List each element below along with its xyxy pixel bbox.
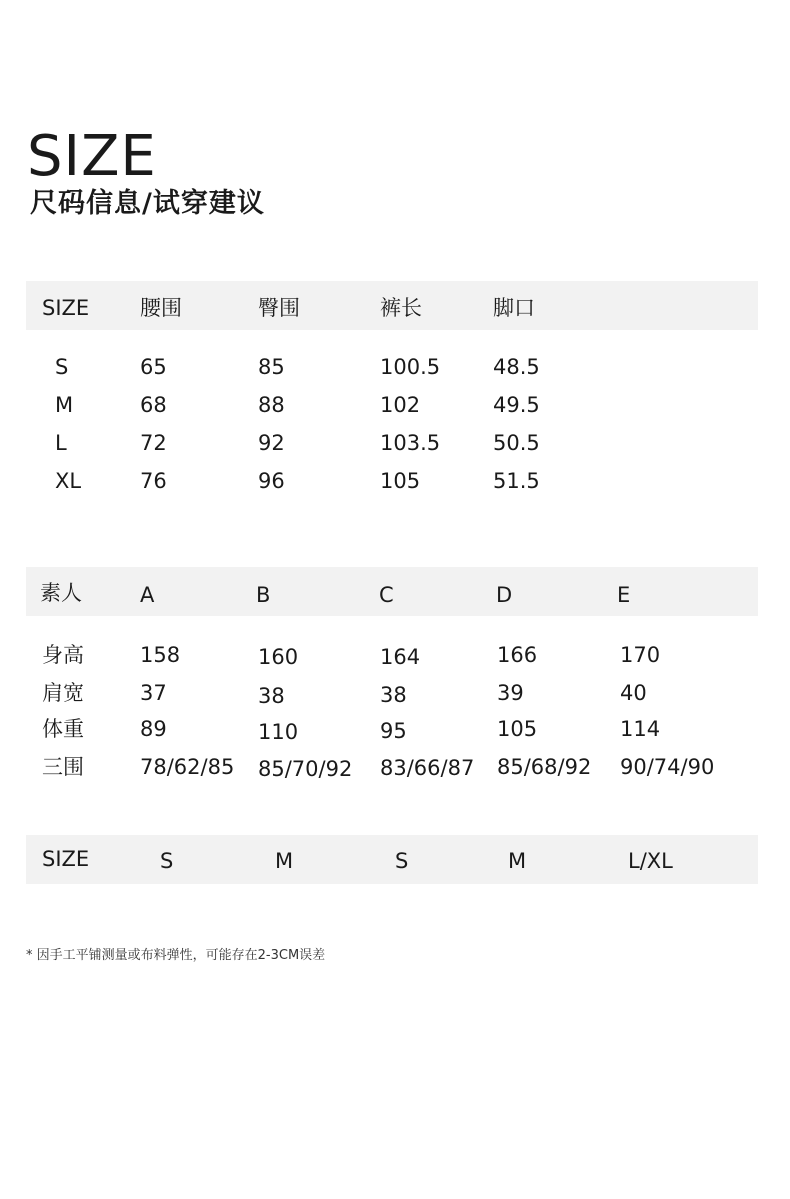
size-table-cell: 49.5 — [493, 393, 540, 417]
model-table-cell: 身高 — [42, 643, 84, 667]
model-table-cell: 85/70/92 — [258, 757, 353, 781]
fit-row-cell: S — [395, 849, 409, 873]
fit-row-cell: L/XL — [628, 849, 673, 873]
model-table-cell: 89 — [140, 717, 167, 741]
model-table-cell: 39 — [497, 681, 524, 705]
size-table-cell: 105 — [380, 469, 421, 493]
size-table-cell: M — [55, 393, 74, 417]
model-table-cell: 90/74/90 — [620, 755, 715, 779]
size-table-cell: 65 — [140, 355, 167, 379]
model-table-cell: 38 — [258, 684, 285, 708]
model-table-cell: 体重 — [42, 717, 84, 741]
model-table-header: A — [140, 583, 155, 607]
size-table-cell: 85 — [258, 355, 285, 379]
model-table-cell: 166 — [497, 643, 538, 667]
size-table-cell: XL — [55, 469, 82, 493]
size-table-header: 臀围 — [258, 296, 300, 320]
model-table-header: D — [496, 583, 513, 607]
model-table-cell: 三围 — [42, 755, 84, 779]
size-table-cell: 50.5 — [493, 431, 540, 455]
model-table-header: 素人 — [40, 581, 82, 605]
size-table-cell: 72 — [140, 431, 167, 455]
size-table-header: 腰围 — [140, 296, 182, 320]
size-table-cell: L — [55, 431, 67, 455]
model-table-header: C — [379, 583, 394, 607]
size-table-cell: 51.5 — [493, 469, 540, 493]
footnote: * 因手工平铺测量或布料弹性，可能存在2-3CM误差 — [26, 948, 326, 963]
model-table-cell: 114 — [620, 717, 661, 741]
model-table-cell: 38 — [380, 683, 407, 707]
model-table-cell: 160 — [258, 645, 299, 669]
fit-row-cell: M — [275, 849, 294, 873]
size-table-cell: 96 — [258, 469, 285, 493]
model-table-cell: 105 — [497, 717, 538, 741]
size-table-cell: 88 — [258, 393, 285, 417]
fit-row-label: SIZE — [42, 847, 90, 871]
model-table-cell: 95 — [380, 719, 407, 743]
size-table-cell: 100.5 — [380, 355, 441, 379]
size-table-cell: 48.5 — [493, 355, 540, 379]
size-table-header: SIZE — [42, 296, 90, 320]
model-table-header: B — [256, 583, 271, 607]
model-table-cell: 170 — [620, 643, 661, 667]
model-table-cell: 78/62/85 — [140, 755, 235, 779]
model-table-header: E — [617, 583, 631, 607]
model-table-cell: 40 — [620, 681, 647, 705]
page-subtitle: 尺码信息/试穿建议 — [30, 188, 265, 219]
size-table-cell: 76 — [140, 469, 167, 493]
size-table-cell: 103.5 — [380, 431, 441, 455]
size-table-cell: 92 — [258, 431, 285, 455]
model-table-cell: 110 — [258, 720, 299, 744]
page-title: SIZE — [27, 124, 157, 189]
size-table-header: 脚口 — [493, 296, 535, 320]
model-table-cell: 164 — [380, 645, 421, 669]
size-table-cell: S — [55, 355, 69, 379]
model-table-cell: 肩宽 — [42, 681, 84, 705]
fit-row-cell: M — [508, 849, 527, 873]
model-table-cell: 83/66/87 — [380, 756, 475, 780]
model-table-cell: 158 — [140, 643, 181, 667]
size-table-cell: 102 — [380, 393, 421, 417]
size-table-header: 裤长 — [380, 296, 422, 320]
size-table-cell: 68 — [140, 393, 167, 417]
fit-row-cell: S — [160, 849, 174, 873]
model-table-cell: 37 — [140, 681, 167, 705]
model-table-cell: 85/68/92 — [497, 755, 592, 779]
